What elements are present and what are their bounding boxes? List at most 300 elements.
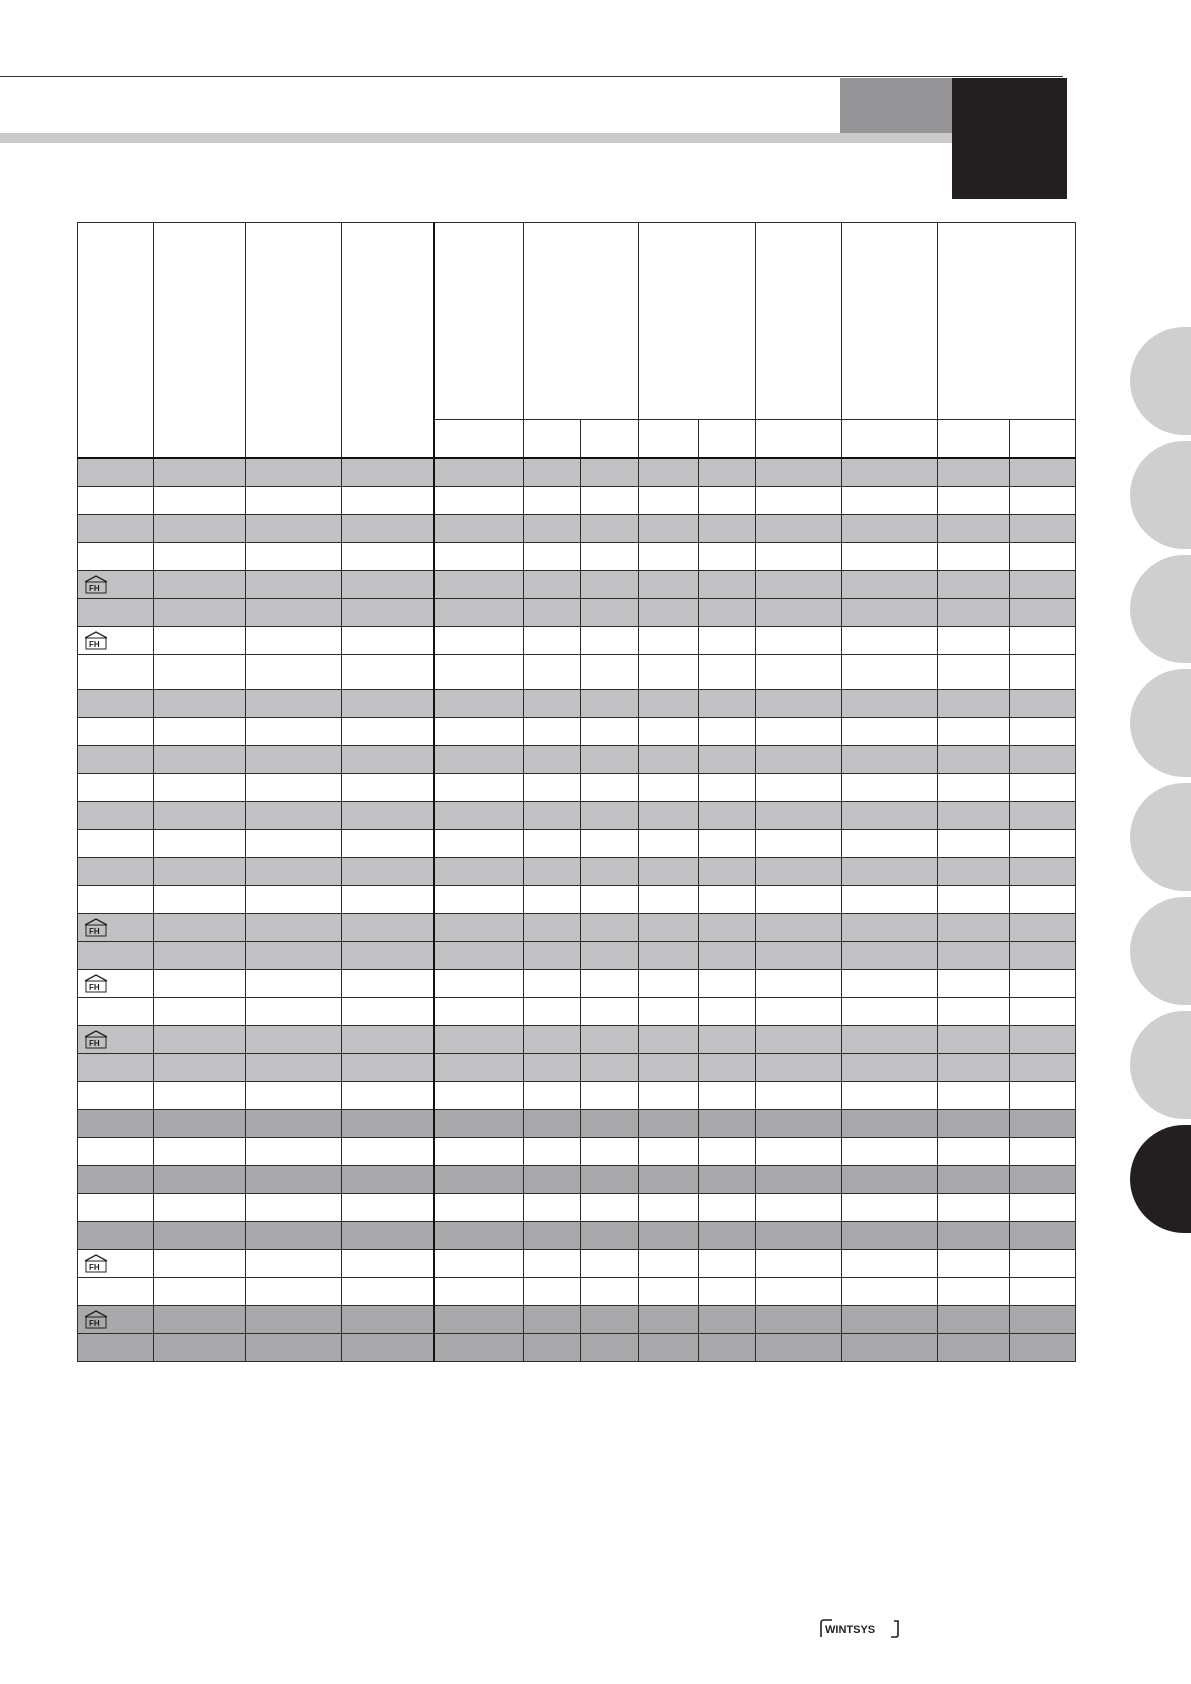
table-cell	[639, 486, 699, 514]
table-cell	[78, 1025, 154, 1053]
fh-house-icon	[83, 917, 109, 937]
table-cell	[342, 1277, 434, 1305]
table-cell	[756, 654, 842, 689]
table-cell	[581, 1249, 639, 1277]
table-cell	[342, 598, 434, 626]
header-cell-8	[756, 223, 842, 420]
table-cell	[78, 570, 154, 598]
table-cell	[342, 1249, 434, 1277]
subheader-cell	[524, 420, 581, 459]
table-cell	[842, 1333, 938, 1361]
table-cell	[154, 829, 246, 857]
table-cell	[639, 689, 699, 717]
table-cell	[246, 1081, 342, 1109]
table-cell	[699, 1025, 756, 1053]
header-cell-6	[524, 223, 639, 420]
table-cell	[938, 1025, 1010, 1053]
table-cell	[342, 801, 434, 829]
table-cell	[78, 1165, 154, 1193]
table-cell	[938, 801, 1010, 829]
table-cell	[842, 801, 938, 829]
table-cell	[524, 717, 581, 745]
table-cell	[639, 1053, 699, 1081]
table-cell	[434, 1193, 524, 1221]
table-cell	[154, 745, 246, 773]
table-cell	[581, 773, 639, 801]
table-cell	[246, 1165, 342, 1193]
table-cell	[581, 626, 639, 654]
table-cell	[938, 717, 1010, 745]
data-table	[77, 222, 1076, 1362]
table-cell	[524, 745, 581, 773]
table-cell	[434, 913, 524, 941]
table-cell	[842, 598, 938, 626]
table-cell	[246, 745, 342, 773]
table-cell	[756, 885, 842, 913]
table-cell	[938, 570, 1010, 598]
table-cell	[342, 829, 434, 857]
side-tab-5[interactable]	[1130, 783, 1191, 891]
table-cell	[756, 941, 842, 969]
table-cell	[756, 1081, 842, 1109]
table-cell	[434, 745, 524, 773]
table-cell	[581, 801, 639, 829]
table-cell	[581, 941, 639, 969]
table-cell	[699, 458, 756, 486]
header-grey-block	[840, 78, 954, 133]
table-cell	[342, 1165, 434, 1193]
table-cell	[1010, 598, 1076, 626]
table-cell	[842, 570, 938, 598]
table-cell	[342, 913, 434, 941]
table-row	[78, 1305, 1076, 1333]
table-cell	[938, 1053, 1010, 1081]
table-cell	[434, 1249, 524, 1277]
subheader-cell	[842, 420, 938, 459]
table-cell	[842, 458, 938, 486]
side-tab-3[interactable]	[1130, 555, 1191, 663]
table-cell	[639, 1109, 699, 1137]
table-cell	[842, 1221, 938, 1249]
table-cell	[699, 689, 756, 717]
table-cell	[842, 997, 938, 1025]
table-cell	[434, 1137, 524, 1165]
table-cell	[639, 857, 699, 885]
table-cell	[342, 570, 434, 598]
table-cell	[756, 542, 842, 570]
table-cell	[246, 458, 342, 486]
table-row	[78, 745, 1076, 773]
table-row	[78, 598, 1076, 626]
table-cell	[639, 969, 699, 997]
table-cell	[434, 1305, 524, 1333]
table-cell	[639, 1221, 699, 1249]
table-cell	[639, 1277, 699, 1305]
table-cell	[78, 885, 154, 913]
table-cell	[581, 542, 639, 570]
table-row	[78, 1165, 1076, 1193]
table-cell	[524, 829, 581, 857]
table-row	[78, 486, 1076, 514]
table-cell	[434, 969, 524, 997]
table-cell	[938, 1193, 1010, 1221]
table-cell	[756, 1221, 842, 1249]
table-cell	[639, 829, 699, 857]
table-cell	[1010, 941, 1076, 969]
table-cell	[699, 773, 756, 801]
table-cell	[639, 514, 699, 542]
table-row	[78, 997, 1076, 1025]
table-cell	[842, 1249, 938, 1277]
table-row	[78, 1025, 1076, 1053]
chapter-marker-block	[952, 78, 1067, 199]
table-cell	[154, 1109, 246, 1137]
table-cell	[78, 829, 154, 857]
table-cell	[524, 570, 581, 598]
table-cell	[342, 745, 434, 773]
table-cell	[581, 1165, 639, 1193]
table-cell	[938, 654, 1010, 689]
table-cell	[1010, 1333, 1076, 1361]
table-cell	[699, 598, 756, 626]
table-cell	[78, 773, 154, 801]
table-cell	[938, 598, 1010, 626]
table-cell	[154, 1277, 246, 1305]
table-row	[78, 458, 1076, 486]
table-row	[78, 1109, 1076, 1137]
table-cell	[78, 997, 154, 1025]
table-cell	[246, 1109, 342, 1137]
table-cell	[342, 1333, 434, 1361]
table-cell	[756, 1165, 842, 1193]
table-cell	[342, 969, 434, 997]
table-cell	[434, 885, 524, 913]
table-cell	[434, 689, 524, 717]
table-cell	[699, 654, 756, 689]
subheader-cell	[434, 420, 524, 459]
table-cell	[154, 801, 246, 829]
table-cell	[1010, 1053, 1076, 1081]
table-cell	[938, 941, 1010, 969]
fh-house-icon	[83, 1309, 109, 1329]
table-cell	[639, 717, 699, 745]
table-cell	[581, 514, 639, 542]
header-cell-1	[78, 223, 154, 459]
table-cell	[342, 486, 434, 514]
table-cell	[756, 773, 842, 801]
table-cell	[938, 829, 1010, 857]
table-cell	[154, 542, 246, 570]
table-cell	[1010, 626, 1076, 654]
table-cell	[154, 1025, 246, 1053]
table-cell	[699, 913, 756, 941]
table-cell	[246, 1305, 342, 1333]
table-cell	[938, 486, 1010, 514]
table-cell	[524, 1333, 581, 1361]
table-cell	[246, 857, 342, 885]
table-cell	[581, 885, 639, 913]
table-cell	[756, 1249, 842, 1277]
fh-house-icon	[83, 1029, 109, 1049]
subheader-cell	[1010, 420, 1076, 459]
table-cell	[581, 486, 639, 514]
table-cell	[842, 745, 938, 773]
table-cell	[154, 717, 246, 745]
table-cell	[342, 1305, 434, 1333]
table-cell	[246, 913, 342, 941]
table-cell	[699, 1193, 756, 1221]
table-cell	[524, 913, 581, 941]
table-cell	[154, 913, 246, 941]
table-cell	[756, 913, 842, 941]
table-cell	[699, 857, 756, 885]
table-row	[78, 1137, 1076, 1165]
table-cell	[581, 829, 639, 857]
table-cell	[434, 458, 524, 486]
svg-text:FH: FH	[89, 927, 100, 936]
table-cell	[699, 570, 756, 598]
table-row	[78, 1333, 1076, 1361]
table-cell	[342, 997, 434, 1025]
table-cell	[246, 1053, 342, 1081]
table-cell	[581, 689, 639, 717]
table-cell	[246, 598, 342, 626]
table-cell	[1010, 1081, 1076, 1109]
table-cell	[434, 1081, 524, 1109]
table-cell	[1010, 1109, 1076, 1137]
table-cell	[154, 514, 246, 542]
table-cell	[756, 626, 842, 654]
table-cell	[842, 1305, 938, 1333]
table-cell	[581, 913, 639, 941]
table-cell	[246, 941, 342, 969]
table-cell	[524, 885, 581, 913]
side-tab-8-active[interactable]	[1130, 1125, 1191, 1233]
table-cell	[639, 654, 699, 689]
table-cell	[639, 997, 699, 1025]
table-cell	[1010, 1025, 1076, 1053]
table-cell	[246, 829, 342, 857]
table-cell	[246, 514, 342, 542]
table-cell	[342, 626, 434, 654]
table-cell	[842, 773, 938, 801]
subheader-cell	[938, 420, 1010, 459]
table-cell	[938, 857, 1010, 885]
table-cell	[434, 1025, 524, 1053]
table-cell	[756, 1333, 842, 1361]
table-cell	[756, 1053, 842, 1081]
table-cell	[78, 626, 154, 654]
table-cell	[756, 1305, 842, 1333]
table-cell	[154, 997, 246, 1025]
table-cell	[639, 1249, 699, 1277]
table-cell	[246, 542, 342, 570]
table-cell	[524, 598, 581, 626]
table-cell	[699, 1249, 756, 1277]
table-cell	[342, 654, 434, 689]
table-cell	[938, 626, 1010, 654]
table-cell	[842, 1165, 938, 1193]
table-cell	[639, 626, 699, 654]
table-cell	[699, 1221, 756, 1249]
table-row	[78, 626, 1076, 654]
table-cell	[246, 1249, 342, 1277]
table-cell	[342, 1025, 434, 1053]
table-cell	[581, 1221, 639, 1249]
table-cell	[699, 626, 756, 654]
table-cell	[524, 801, 581, 829]
table-cell	[699, 1137, 756, 1165]
table-cell	[938, 1333, 1010, 1361]
table-row	[78, 829, 1076, 857]
table-cell	[342, 542, 434, 570]
table-cell	[639, 773, 699, 801]
table-cell	[581, 717, 639, 745]
table-cell	[154, 941, 246, 969]
table-cell	[78, 542, 154, 570]
header-cell-7	[639, 223, 756, 420]
table-cell	[581, 654, 639, 689]
table-cell	[246, 1277, 342, 1305]
table-cell	[639, 1165, 699, 1193]
table-cell	[581, 857, 639, 885]
table-cell	[524, 1221, 581, 1249]
table-row	[78, 801, 1076, 829]
table-cell	[938, 1081, 1010, 1109]
table-cell	[154, 857, 246, 885]
table-cell	[246, 570, 342, 598]
table-cell	[524, 969, 581, 997]
top-rule	[0, 76, 1063, 77]
table-cell	[524, 997, 581, 1025]
table-cell	[524, 1137, 581, 1165]
table-cell	[342, 1109, 434, 1137]
table-cell	[78, 717, 154, 745]
table-cell	[699, 1305, 756, 1333]
table-cell	[246, 997, 342, 1025]
table-cell	[434, 1053, 524, 1081]
table-cell	[756, 969, 842, 997]
table-cell	[639, 1305, 699, 1333]
table-cell	[434, 598, 524, 626]
side-tab-4[interactable]	[1130, 669, 1191, 777]
side-tab-6[interactable]	[1130, 897, 1191, 1005]
table-cell	[342, 458, 434, 486]
table-cell	[756, 717, 842, 745]
table-cell	[842, 1109, 938, 1137]
table-cell	[756, 1025, 842, 1053]
table-cell	[639, 458, 699, 486]
table-cell	[434, 542, 524, 570]
table-cell	[938, 1277, 1010, 1305]
table-cell	[581, 1305, 639, 1333]
table-cell	[434, 1277, 524, 1305]
table-cell	[154, 1081, 246, 1109]
wintsys-logo	[818, 1617, 904, 1639]
table-cell	[1010, 486, 1076, 514]
table-cell	[938, 1137, 1010, 1165]
table-cell	[699, 829, 756, 857]
table-cell	[581, 969, 639, 997]
table-cell	[639, 1025, 699, 1053]
table-cell	[524, 654, 581, 689]
table-cell	[938, 1109, 1010, 1137]
table-row	[78, 1081, 1076, 1109]
table-cell	[524, 857, 581, 885]
table-cell	[842, 969, 938, 997]
table-cell	[524, 689, 581, 717]
table-cell	[938, 542, 1010, 570]
table-cell	[1010, 717, 1076, 745]
table-cell	[434, 829, 524, 857]
table-cell	[78, 1081, 154, 1109]
table-cell	[1010, 1249, 1076, 1277]
table-row	[78, 570, 1076, 598]
side-tab-1[interactable]	[1130, 327, 1191, 435]
table-cell	[154, 1333, 246, 1361]
table-cell	[78, 654, 154, 689]
table-cell	[842, 857, 938, 885]
table-cell	[842, 1193, 938, 1221]
table-cell	[842, 885, 938, 913]
table-cell	[639, 1333, 699, 1361]
table-cell	[639, 1137, 699, 1165]
table-row	[78, 885, 1076, 913]
table-row	[78, 514, 1076, 542]
table-cell	[581, 1053, 639, 1081]
table-cell	[342, 885, 434, 913]
table-cell	[154, 1221, 246, 1249]
table-cell	[756, 598, 842, 626]
table-cell	[246, 885, 342, 913]
table-cell	[78, 1221, 154, 1249]
table-cell	[756, 1277, 842, 1305]
table-cell	[342, 1193, 434, 1221]
table-cell	[246, 486, 342, 514]
table-cell	[434, 1165, 524, 1193]
table-cell	[938, 773, 1010, 801]
table-cell	[699, 1333, 756, 1361]
side-tab-2[interactable]	[1130, 441, 1191, 549]
table-cell	[639, 570, 699, 598]
table-cell	[154, 969, 246, 997]
table-cell	[699, 1053, 756, 1081]
table-cell	[756, 514, 842, 542]
svg-text:FH: FH	[89, 1039, 100, 1048]
table-cell	[1010, 1305, 1076, 1333]
table-cell	[842, 626, 938, 654]
table-cell	[434, 570, 524, 598]
table-cell	[756, 829, 842, 857]
table-cell	[699, 717, 756, 745]
table-cell	[434, 626, 524, 654]
table-row	[78, 654, 1076, 689]
table-cell	[581, 1109, 639, 1137]
table-cell	[842, 913, 938, 941]
table-cell	[938, 1305, 1010, 1333]
table-cell	[581, 1081, 639, 1109]
table-cell	[78, 1249, 154, 1277]
side-tab-7[interactable]	[1130, 1011, 1191, 1119]
table-cell	[639, 801, 699, 829]
table-cell	[1010, 570, 1076, 598]
table-cell	[1010, 654, 1076, 689]
table-cell	[524, 514, 581, 542]
table-cell	[246, 626, 342, 654]
table-cell	[842, 1277, 938, 1305]
table-cell	[154, 458, 246, 486]
table-cell	[342, 689, 434, 717]
